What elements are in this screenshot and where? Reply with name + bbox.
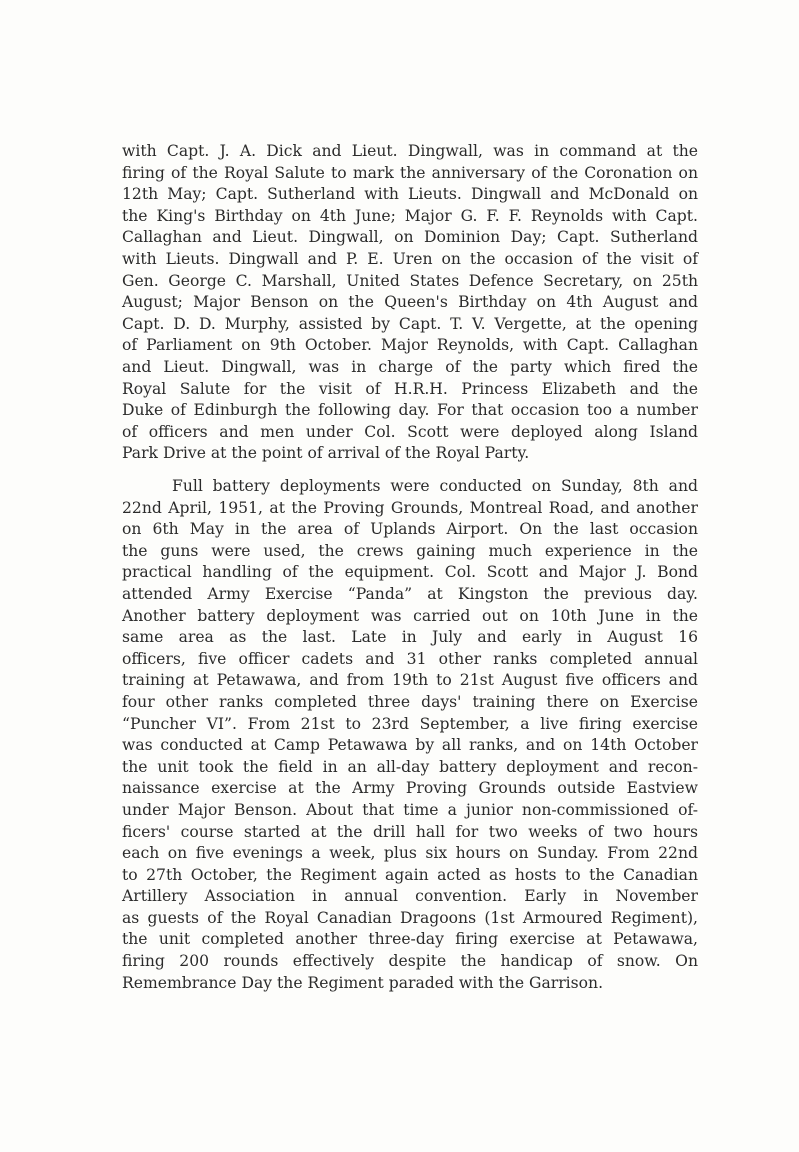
text-line: 12th May; Capt. Sutherland with Lieuts. Dingwall and McDonald on	[122, 185, 698, 204]
paragraph-2	[122, 476, 698, 994]
text-line: with Lieuts. Dingwall and P. E. Uren on the occasion of the visit of	[122, 249, 698, 268]
text-line: Duke of Edinburgh the following day. For that occasion too a number	[122, 401, 698, 420]
text-line: the King's Birthday on 4th June; Major G. F. F. Reynolds with Capt.	[122, 206, 698, 225]
text-line: the guns were used, the crews gaining much experience in the	[122, 541, 698, 560]
text-line: as guests of the Royal Canadian Dragoons (1st Armoured Regiment),	[122, 908, 698, 927]
text-line: four other ranks completed three days' training there on Exercise	[122, 692, 698, 711]
text-line: each on five evenings a week, plus six hours on Sunday. From 22nd	[122, 844, 698, 863]
text-line: Artillery Association in annual convention. Early in November	[122, 887, 698, 906]
text-line: practical handling of the equipment. Col. Scott and Major J. Bond	[122, 563, 698, 582]
text-line: with Capt. J. A. Dick and Lieut. Dingwall, was in command at the	[122, 142, 698, 160]
text-line: Park Drive at the point of arrival of the Royal Party.	[122, 444, 530, 463]
text-line: of Parliament on 9th October. Major Reynolds, with Capt. Callaghan	[122, 336, 698, 355]
paragraph-1	[122, 141, 698, 465]
text-line: 22nd April, 1951, at the Proving Grounds, Montreal Road, and another	[122, 498, 698, 517]
text-line: Full battery deployments were conducted on Sunday, 8th and	[172, 477, 698, 495]
text-line: to 27th October, the Regiment again acted as hosts to the Canadian	[122, 865, 698, 884]
text-line: “Puncher VI”. From 21st to 23rd September, a live firing exercise	[122, 714, 698, 733]
text-line: firing of the Royal Salute to mark the anniversary of the Coronation on	[122, 163, 698, 182]
text-line: the unit took the field in an all-day battery deployment and recon-	[122, 757, 698, 776]
text-line: Capt. D. D. Murphy, assisted by Capt. T. V. Vergette, at the opening	[122, 314, 698, 333]
text-line: August; Major Benson on the Queen's Birthday on 4th August and	[122, 293, 698, 312]
text-line: the unit completed another three-day firing exercise at Petawawa,	[122, 930, 698, 949]
text-line: and Lieut. Dingwall, was in charge of the party which fired the	[122, 357, 698, 376]
text-line: Gen. George C. Marshall, United States Defence Secretary, on 25th	[122, 271, 698, 290]
text-line: was conducted at Camp Petawawa by all ranks, and on 14th October	[122, 736, 698, 755]
text-line: same area as the last. Late in July and early in August 16	[122, 628, 698, 647]
text-line: of officers and men under Col. Scott were deployed along Island	[122, 422, 698, 441]
text-line: Callaghan and Lieut. Dingwall, on Dominion Day; Capt. Sutherland	[122, 228, 698, 247]
text-line: on 6th May in the area of Uplands Airport. On the last occasion	[122, 520, 698, 539]
text-line: naissance exercise at the Army Proving Grounds outside Eastview	[122, 779, 698, 798]
text-line: Remembrance Day the Regiment paraded with the Garrison.	[122, 973, 604, 992]
text-line: Royal Salute for the visit of H.R.H. Princess Elizabeth and the	[122, 379, 698, 398]
text-line: under Major Benson. About that time a junior non-commissioned of-	[122, 800, 698, 819]
text-line: officers, five officer cadets and 31 other ranks completed annual	[122, 649, 698, 668]
text-line: attended Army Exercise “Panda” at Kingston the previous day.	[122, 584, 698, 603]
text-line: firing 200 rounds effectively despite the handicap of snow. On	[122, 952, 698, 971]
text-line: training at Petawawa, and from 19th to 21st August five officers and	[122, 671, 698, 690]
text-line: ficers' course started at the drill hall for two weeks of two hours	[122, 822, 698, 841]
text-line: Another battery deployment was carried out on 10th June in the	[122, 606, 698, 625]
